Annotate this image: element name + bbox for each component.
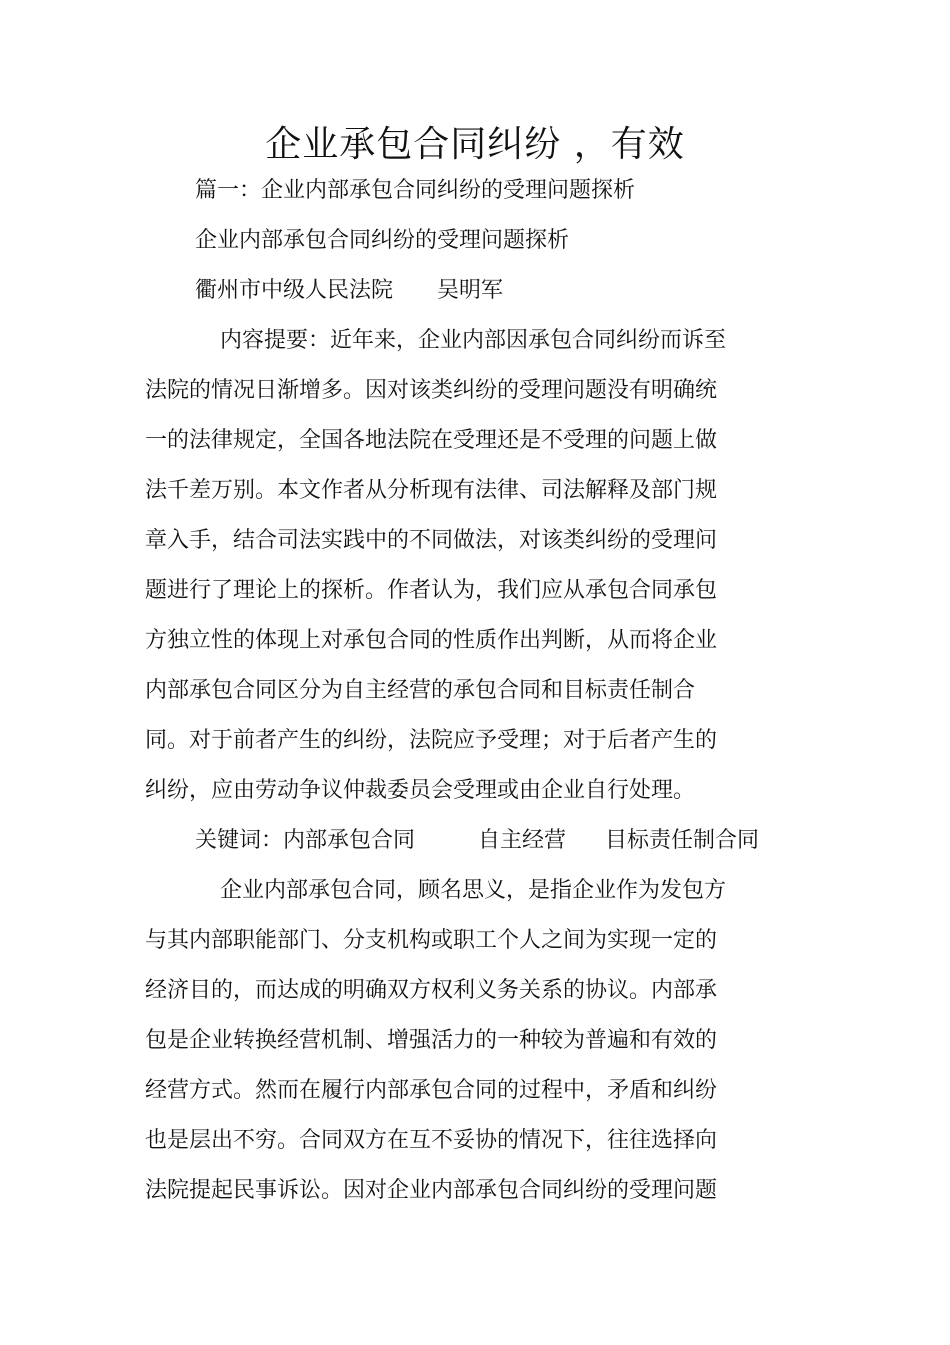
abstract-line: 法千差万别。本文作者从分析现有法律、司法解释及部门规 <box>145 478 718 503</box>
abstract-line: 内容提要：近年来，企业内部因承包合同纠纷而诉至 <box>220 328 727 353</box>
abstract-line: 内部承包合同区分为自主经营的承包合同和目标责任制合 <box>145 678 696 703</box>
body-line: 与其内部职能部门、分支机构或职工个人之间为实现一定的 <box>145 928 718 953</box>
body-line: 法院提起民事诉讼。因对企业内部承包合同纠纷的受理问题 <box>145 1178 718 1203</box>
abstract-line: 法院的情况日渐增多。因对该类纠纷的受理问题没有明确统 <box>145 378 718 403</box>
abstract-line: 纠纷，应由劳动争议仲裁委员会受理或由企业自行处理。 <box>145 778 696 803</box>
keywords-label: 关键词：内部承包合同 <box>195 828 416 853</box>
author-name: 吴明军 <box>437 278 504 303</box>
body-line: 经济目的，而达成的明确双方权利义务关系的协议。内部承 <box>145 978 718 1003</box>
body-line: 企业内部承包合同，顾名思义，是指企业作为发包方 <box>220 878 727 903</box>
abstract-line: 一的法律规定，全国各地法院在受理还是不受理的问题上做 <box>145 428 718 453</box>
keyword: 自主经营 <box>478 828 567 853</box>
abstract-line: 同。对于前者产生的纠纷，法院应予受理；对于后者产生的 <box>145 728 718 753</box>
section-heading: 篇一：企业内部承包合同纠纷的受理问题探析 <box>195 178 636 203</box>
abstract-line: 题进行了理论上的探析。作者认为，我们应从承包合同承包 <box>145 578 718 603</box>
body-line: 经营方式。然而在履行内部承包合同的过程中，矛盾和纠纷 <box>145 1078 718 1103</box>
body-line: 也是层出不穷。合同双方在互不妥协的情况下，往往选择向 <box>145 1128 718 1153</box>
document-title: 企业承包合同纠纷 ，有效 <box>265 124 685 165</box>
abstract-line: 章入手，结合司法实践中的不同做法，对该类纠纷的受理问 <box>145 528 718 553</box>
article-title: 企业内部承包合同纠纷的受理问题探析 <box>195 228 570 253</box>
abstract-line: 方独立性的体现上对承包合同的性质作出判断，从而将企业 <box>145 628 718 653</box>
author-unit: 衢州市中级人民法院 <box>195 278 394 303</box>
body-line: 包是企业转换经营机制、增强活力的一种较为普遍和有效的 <box>145 1028 718 1053</box>
keyword: 目标责任制合同 <box>605 828 760 853</box>
